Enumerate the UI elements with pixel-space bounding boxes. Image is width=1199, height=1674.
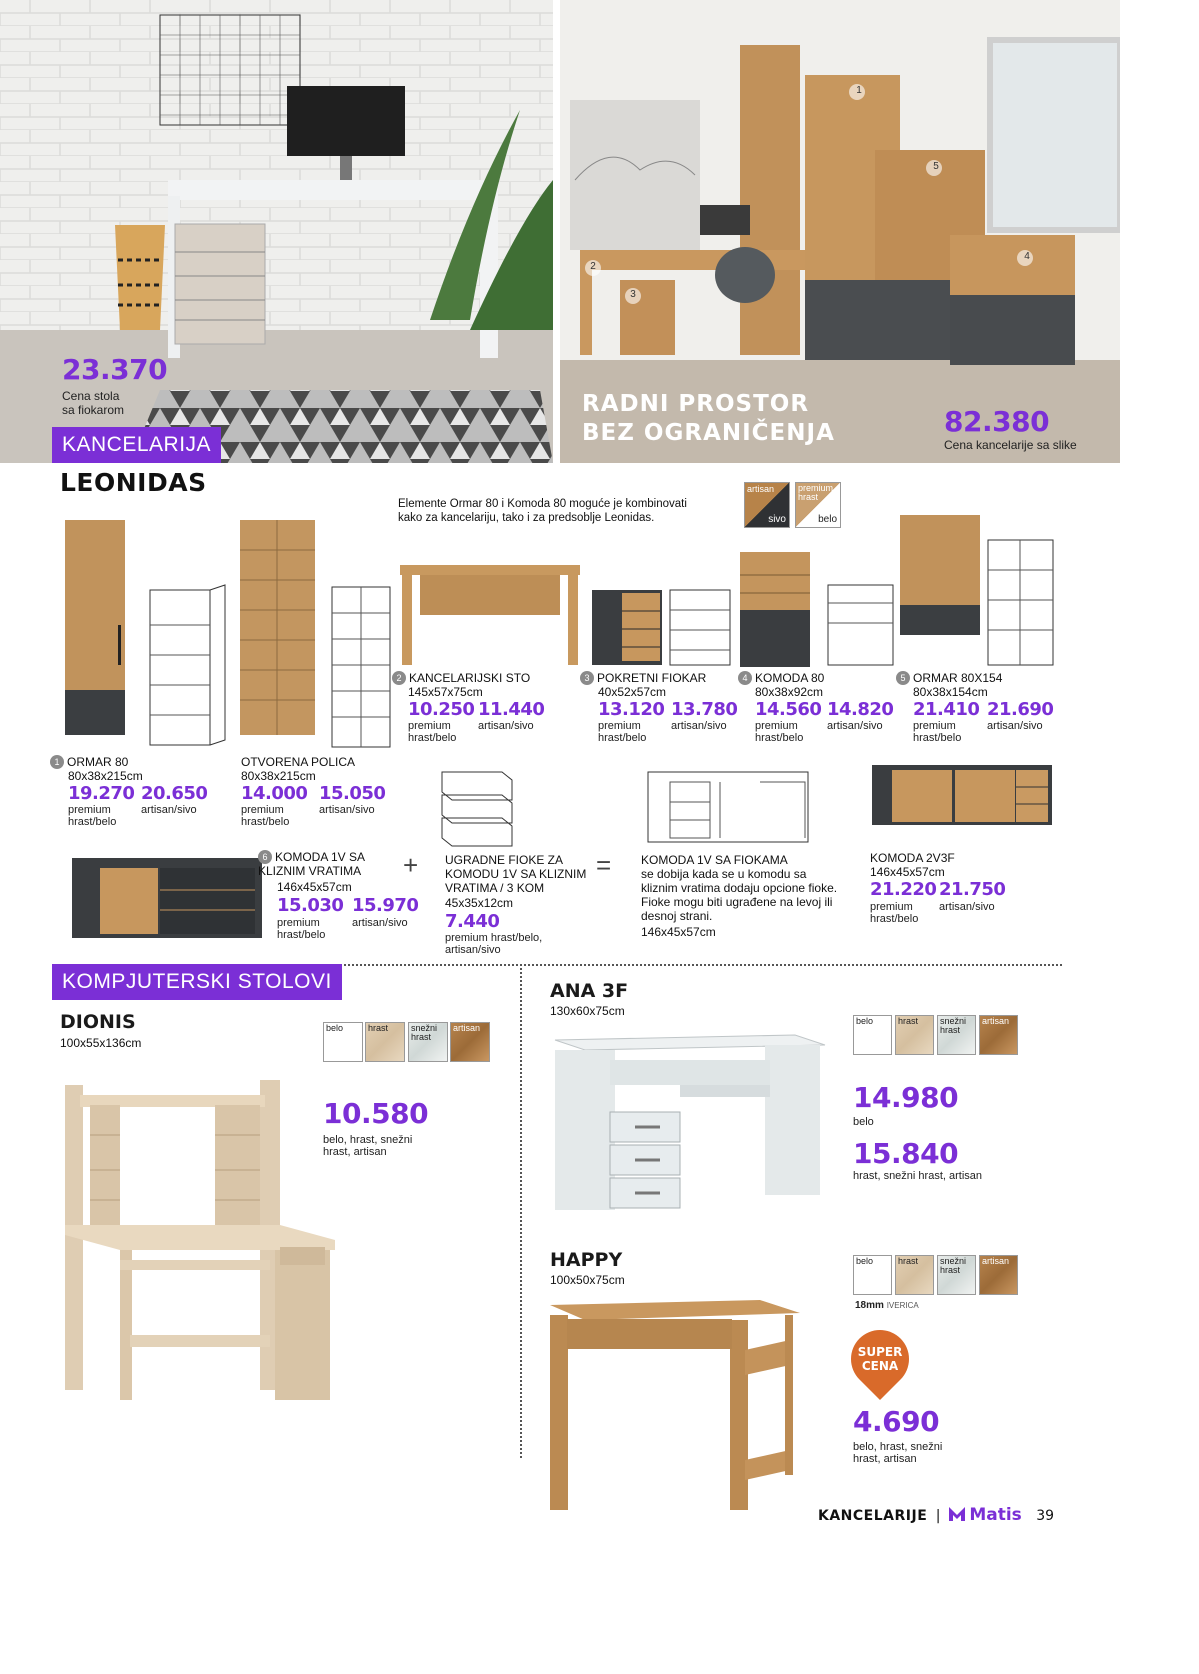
swatch-artisan: artisan xyxy=(450,1022,490,1062)
product-polica-price2: 15.050 xyxy=(319,783,386,804)
hero-callout-1: 1 xyxy=(856,85,862,96)
product-polica-price2-label: artisan/sivo xyxy=(319,804,375,816)
product-4-price1: 14.560 xyxy=(755,699,822,720)
product-4-name-text: KOMODA 80 xyxy=(755,671,825,685)
ana-title: ANA 3F xyxy=(550,980,629,1002)
happy-desk-illustration xyxy=(545,1295,805,1520)
product-2-name xyxy=(392,671,530,685)
dionis-desk-illustration xyxy=(60,1075,340,1410)
section-tag-kancelarija: KANCELARIJA xyxy=(52,427,221,463)
drawers-name: UGRADNE FIOKE ZA KOMODU 1V SA KLIZNIM VRATIMA / 3 KOM xyxy=(445,853,587,895)
ana-price-other-label: hrast, snežni hrast, artisan xyxy=(853,1170,983,1182)
product-1-price1: 19.270 xyxy=(68,783,135,804)
happy-dim: 100x50x75cm xyxy=(550,1273,625,1287)
hero-callout-5: 5 xyxy=(933,161,939,172)
product-3-price1-label: premium hrast/belo xyxy=(598,720,647,744)
ana-price-belo-label: belo xyxy=(853,1116,874,1128)
footer-sep: | xyxy=(935,1508,941,1524)
ana-price-belo: 14.980 xyxy=(853,1081,959,1114)
product-2-price2-label: artisan/sivo xyxy=(478,720,534,732)
swatch-artisan: artisan xyxy=(979,1015,1018,1055)
product-5-price2: 21.690 xyxy=(987,699,1054,720)
product-3-price2-label: artisan/sivo xyxy=(671,720,727,732)
swatch-artisan: artisan xyxy=(979,1255,1018,1295)
product-2-name-text: KANCELARIJSKI STO xyxy=(409,671,531,685)
drawers-dim: 45x35x12cm xyxy=(445,896,514,910)
dionis-price-label: belo, hrast, snežni hrast, artisan xyxy=(323,1134,413,1158)
happy-material xyxy=(855,1300,919,1311)
product-4-price2: 14.820 xyxy=(827,699,894,720)
finish-label-top: artisan xyxy=(747,484,775,494)
footer-brand: Matis xyxy=(969,1505,1022,1525)
product-5-price1-label: premium hrast/belo xyxy=(913,720,962,744)
product-polica-name: OTVORENA POLICA xyxy=(241,755,356,769)
drawers-price: 7.440 xyxy=(445,911,500,932)
product-2-dim: 145x57x75cm xyxy=(408,685,483,699)
hero-right-title-line2: BEZ OGRANIČENJA xyxy=(582,420,835,446)
ana-dim: 130x60x75cm xyxy=(550,1004,625,1018)
equals-operator: = xyxy=(596,850,612,880)
section-tag-kompjuterski-stolovi: KOMPJUTERSKI STOLOVI xyxy=(52,964,342,1000)
product-3-dim: 40x52x57cm xyxy=(598,685,667,699)
swatch-hrast: hrast xyxy=(895,1255,934,1295)
product-2-price1-label: premium hrast/belo xyxy=(408,720,457,744)
super-cena-text: SUPER CENA xyxy=(857,1345,903,1373)
product-4-dim: 80x38x92cm xyxy=(755,685,824,699)
komoda-2v3f-dim: 146x45x57cm xyxy=(870,865,945,879)
komoda-2v3f-name: KOMODA 2V3F xyxy=(870,851,955,865)
product-1-dim: 80x38x215cm xyxy=(68,769,143,783)
finish-label-bottom: sivo xyxy=(768,514,786,525)
hero-left-price: 23.370 xyxy=(62,353,168,386)
product-1-price2: 20.650 xyxy=(141,783,208,804)
product-6-price2: 15.970 xyxy=(352,895,419,916)
callout-2: 2 xyxy=(392,671,406,685)
hero-right-caption: Cena kancelarije sa slike xyxy=(944,438,1077,452)
combo-desc: se dobija kada se u komodu sa kliznim vratima dodaju opcione fioke. Fioke mogu biti ugrađene na levoj ili desnoj strani. xyxy=(641,867,838,923)
matis-logo-icon xyxy=(949,1506,965,1520)
swatch-snezni-hrast: snežni hrast xyxy=(408,1022,448,1062)
product-5-price2-label: artisan/sivo xyxy=(987,720,1043,732)
product-6-dim: 146x45x57cm xyxy=(277,880,352,894)
product-4-price1-label: premium hrast/belo xyxy=(755,720,804,744)
callout-5: 5 xyxy=(896,671,910,685)
swatch-belo: belo xyxy=(853,1255,892,1295)
product-6-price1: 15.030 xyxy=(277,895,344,916)
product-1-price1-label: premium hrast/belo xyxy=(68,804,117,828)
swatch-hrast: hrast xyxy=(895,1015,934,1055)
combo-dim: 146x45x57cm xyxy=(641,925,716,939)
product-1-name-text: ORMAR 80 xyxy=(67,755,129,769)
swatch-belo: belo xyxy=(853,1015,892,1055)
combine-note: Elemente Ormar 80 i Komoda 80 moguće je kombinovati kako za kancelariju, tako i za predsoblje Leonidas. xyxy=(398,498,687,524)
product-4-name xyxy=(738,671,824,685)
product-3-name-text: POKRETNI FIOKAR xyxy=(597,671,707,685)
dionis-title: DIONIS xyxy=(60,1011,136,1033)
product-5-name-text: ORMAR 80X154 xyxy=(913,671,1003,685)
hero-callout-3: 3 xyxy=(630,289,636,300)
komoda-2v3f-price1-label: premium hrast/belo xyxy=(870,901,919,925)
callout-3: 3 xyxy=(580,671,594,685)
product-6-price2-label: artisan/sivo xyxy=(352,917,408,929)
product-5-name xyxy=(896,671,1002,685)
happy-material-name: IVERICA xyxy=(886,1301,919,1310)
product-6-name-text: KOMODA 1V SA KLIZNIM VRATIMA xyxy=(258,850,365,878)
product-4-price2-label: artisan/sivo xyxy=(827,720,883,732)
dionis-price: 10.580 xyxy=(323,1097,429,1130)
product-2-price1: 10.250 xyxy=(408,699,475,720)
happy-price: 4.690 xyxy=(853,1405,940,1438)
product-5-dim: 80x38x154cm xyxy=(913,685,988,699)
swatch-hrast: hrast xyxy=(365,1022,405,1062)
drawers-price-label: premium hrast/belo, artisan/sivo xyxy=(445,932,543,956)
komoda-2v3f-price1: 21.220 xyxy=(870,879,937,900)
combo-name: KOMODA 1V SA FIOKAMA xyxy=(641,853,788,867)
swatch-belo: belo xyxy=(323,1022,363,1062)
happy-price-label: belo, hrast, snežni hrast, artisan xyxy=(853,1441,943,1465)
hero-right-title-line1: RADNI PROSTOR xyxy=(582,391,810,417)
product-6-name xyxy=(258,850,388,878)
section-divider xyxy=(332,964,1062,966)
product-3-price2: 13.780 xyxy=(671,699,738,720)
product-1-price2-label: artisan/sivo xyxy=(141,804,197,816)
product-3-name xyxy=(580,671,706,685)
series-title-leonidas: LEONIDAS xyxy=(60,468,207,497)
komoda-2v3f-price2: 21.750 xyxy=(939,879,1006,900)
hero-right-price: 82.380 xyxy=(944,405,1050,438)
column-divider xyxy=(520,968,522,1458)
hero-callout-4: 4 xyxy=(1024,251,1030,262)
callout-4: 4 xyxy=(738,671,752,685)
footer-section: KANCELARIJE xyxy=(818,1508,928,1524)
page-number: 39 xyxy=(1036,1508,1055,1524)
product-polica-price1-label: premium hrast/belo xyxy=(241,804,290,828)
komoda-2v3f-price2-label: artisan/sivo xyxy=(939,901,995,913)
ana-desk-illustration xyxy=(550,1030,830,1220)
ana-price-other: 15.840 xyxy=(853,1137,959,1170)
swatch-snezni-hrast: snežni hrast xyxy=(937,1015,976,1055)
product-2-price2: 11.440 xyxy=(478,699,545,720)
callout-6: 6 xyxy=(258,850,272,864)
happy-title: HAPPY xyxy=(550,1249,623,1271)
product-polica-price1: 14.000 xyxy=(241,783,308,804)
hero-left-caption: Cena stola sa fiokarom xyxy=(62,389,125,417)
footer xyxy=(818,1504,1054,1527)
product-3-price1: 13.120 xyxy=(598,699,665,720)
finish-label-bottom: belo xyxy=(818,514,837,525)
product-5-price1: 21.410 xyxy=(913,699,980,720)
happy-thickness: 18mm xyxy=(855,1300,884,1311)
finish-label-top: premium hrast xyxy=(798,483,834,502)
product-6-price1-label: premium hrast/belo xyxy=(277,917,326,941)
product-polica-dim: 80x38x215cm xyxy=(241,769,316,783)
swatch-snezni-hrast: snežni hrast xyxy=(937,1255,976,1295)
plus-operator: + xyxy=(403,850,419,880)
callout-1: 1 xyxy=(50,755,64,769)
hero-callout-2: 2 xyxy=(590,261,596,272)
dionis-dim: 100x55x136cm xyxy=(60,1036,142,1050)
